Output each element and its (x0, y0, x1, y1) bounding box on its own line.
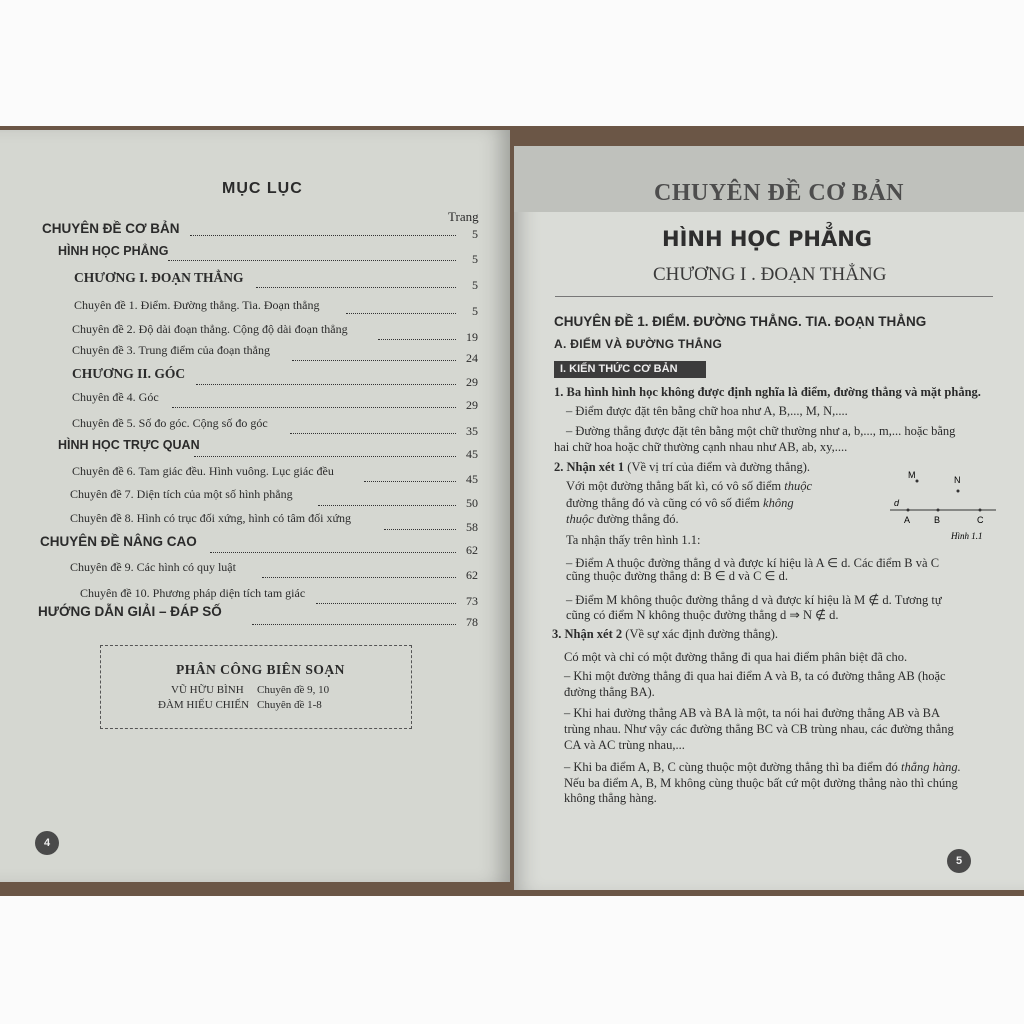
toc-entry: Chuyên đề 3. Trung điểm của đoạn thẳng 24 (72, 343, 478, 365)
paragraph: – Điểm M không thuộc đường thẳng d và được kí hiệu là M ∉ d. Tương tự (566, 593, 942, 607)
author-name: VŨ HỮU BÌNH (171, 684, 244, 696)
paragraph: Ta nhận thấy trên hình 1.1: (566, 533, 701, 547)
toc-entry: Chuyên đề 10. Phương pháp diện tích tam giác 73 (80, 586, 478, 608)
paragraph: hai chữ hoa hoặc chữ thường cạnh nhau như AB, ab, xy,.... (554, 440, 848, 454)
paragraph: – Đường thẳng được đặt tên bằng một chữ thường như a, b,..., m,... hoặc bằng (566, 424, 956, 438)
paragraph: CA và AC trùng nhau,... (564, 738, 685, 752)
toc-entry: Chuyên đề 2. Độ dài đoạn thẳng. Cộng độ dài đoạn thẳng 19 (72, 322, 478, 344)
toc-entry: Chuyên đề 8. Hình có trục đối xứng, hình có tâm đối xứng 58 (70, 511, 478, 534)
paragraph: – Khi ba điểm A, B, C cùng thuộc một đường thẳng thì ba điểm đó thẳng hàng. (564, 760, 961, 774)
paragraph: 3. Nhận xét 2 (Về sự xác định đường thẳng). (552, 627, 779, 641)
chapter-title: CHƯƠNG I . ĐOẠN THẲNG (653, 264, 887, 285)
paragraph: 1. Ba hình hình học không được định nghĩa là điểm, đường thẳng và mặt phẳng. (554, 385, 981, 399)
point-m (916, 480, 919, 483)
point-n (957, 490, 960, 493)
figure-point-label: B (934, 515, 941, 525)
toc-entry: CHƯƠNG II. GÓC 29 (72, 366, 478, 389)
toc-entry: Chuyên đề 1. Điểm. Đường thẳng. Tia. Đoạn thẳng 5 (74, 298, 478, 318)
topic-title: CHUYÊN ĐỀ 1. ĐIỂM. ĐƯỜNG THẲNG. TIA. ĐOẠN THẲNG (554, 314, 927, 329)
page-number-left: 4 (35, 831, 59, 855)
toc-title: MỤC LỤC (222, 180, 303, 197)
toc-entry: Chuyên đề 9. Các hình có quy luật 62 (70, 560, 478, 582)
paragraph: cũng thuộc đường thẳng d: B ∈ d và C ∈ d. (566, 569, 788, 583)
paragraph: – Khi hai đường thẳng AB và BA là một, ta nói hai đường thẳng AB và BA (564, 706, 941, 720)
section-title: HÌNH HỌC PHẲNG (662, 227, 873, 251)
author-topics: Chuyên đề 9, 10 (257, 684, 330, 696)
paragraph: không thẳng hàng. (564, 791, 657, 805)
point-c (979, 509, 982, 512)
figure-point-label: M (908, 470, 916, 480)
toc-entry: HÌNH HỌC PHẲNG 5 (58, 244, 478, 266)
toc-entry: CHƯƠNG I. ĐOẠN THẲNG 5 (74, 270, 478, 292)
toc-entry: CHUYÊN ĐỀ NÂNG CAO 62 (40, 534, 478, 557)
author-topics: Chuyên đề 1-8 (257, 699, 322, 711)
paragraph: cũng có điểm N không thuộc đường thẳng d ⇒ N ∉ d. (566, 608, 839, 622)
paragraph: trùng nhau. Như vậy các đường thẳng BC và CB trùng nhau, các đường thẳng (564, 722, 954, 736)
figure-caption: Hình 1.1 (951, 531, 983, 541)
authors-title: PHÂN CÔNG BIÊN SOẠN (176, 662, 345, 677)
figure-1-1 (884, 464, 1004, 544)
paragraph: Có một và chỉ có một đường thẳng đi qua hai điểm phân biệt đã cho. (564, 650, 908, 664)
chapter-rule (555, 296, 993, 297)
figure-line-label: d (894, 498, 900, 508)
point-a (907, 509, 910, 512)
toc-entry: Chuyên đề 5. Số đo góc. Cộng số đo góc 35 (72, 416, 478, 438)
paragraph: Nếu ba điểm A, B, M không cùng thuộc bất cứ một đường thẳng nào thì chúng (564, 776, 958, 790)
paragraph: đường thẳng BA). (564, 685, 655, 699)
authors-box (100, 645, 412, 729)
figure-point-label: C (977, 515, 984, 525)
toc-page-column-header: Trang (448, 209, 479, 224)
paragraph: đường thẳng đó và cũng có vô số điểm không (566, 496, 794, 510)
paragraph: Với một đường thẳng bất kì, có vô số điểm thuộc (566, 479, 813, 493)
right-header: CHUYÊN ĐỀ CƠ BẢN (654, 180, 905, 206)
paragraph: – Khi một đường thẳng đi qua hai điểm A và B, ta có đường thẳng AB (hoặc (564, 669, 946, 683)
page-number-right: 5 (947, 849, 971, 873)
paragraph: – Điểm được đặt tên bằng chữ hoa như A, B,..., M, N,.... (566, 404, 848, 418)
paragraph: thuộc đường thẳng đó. (566, 512, 679, 526)
toc-entry: Chuyên đề 4. Góc 29 (72, 390, 478, 412)
figure-point-label: A (904, 515, 911, 525)
section-tag: I. KIẾN THỨC CƠ BẢN (554, 361, 706, 378)
figure-point-label: N (954, 475, 961, 485)
toc-entry: Chuyên đề 6. Tam giác đều. Hình vuông. Lục giác đều 45 (72, 464, 478, 486)
toc-entry: CHUYÊN ĐỀ CƠ BẢN 5 (42, 221, 478, 241)
paragraph: – Điểm A thuộc đường thẳng d và được kí hiệu là A ∈ d. Các điểm B và C (566, 556, 940, 570)
subtopic-title: A. ĐIỂM VÀ ĐƯỜNG THẲNG (554, 337, 723, 351)
paragraph: 2. Nhận xét 1 (Về vị trí của điểm và đường thẳng). (554, 460, 811, 474)
toc-entry: HÌNH HỌC TRỰC QUAN 45 (58, 438, 478, 461)
toc-entry: HƯỚNG DẪN GIẢI – ĐÁP SỐ 78 (38, 604, 478, 629)
toc-entry: Chuyên đề 7. Diện tích của một số hình phẳng 50 (70, 487, 478, 510)
point-b (937, 509, 940, 512)
author-name: ĐÀM HIẾU CHIẾN (158, 699, 250, 711)
